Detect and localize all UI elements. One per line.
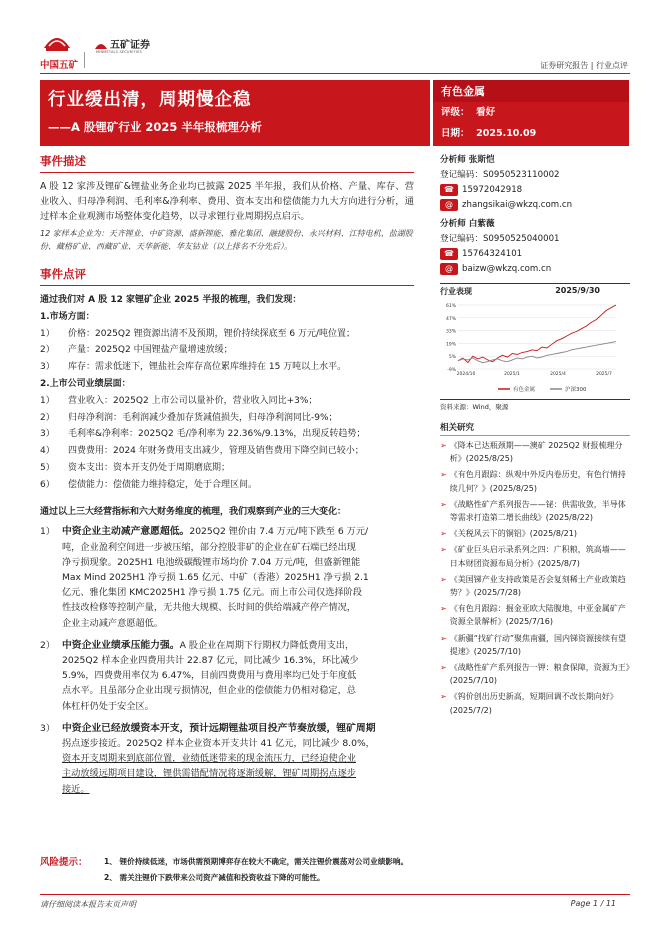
- analyst: [440, 153, 630, 213]
- item-number: 2）: [40, 412, 55, 423]
- item-text: 毛利率&净利率：2025Q2 毛/净利率为 22.36%/9.13%，出现反转趋势；: [68, 429, 366, 440]
- market-item: [40, 359, 414, 376]
- arrow-icon: ➢: [440, 529, 447, 539]
- report-title: 行业缓出清，周期慢企稳: [48, 90, 252, 110]
- email-icon: @: [440, 263, 458, 275]
- item-text: 资本支出：资本开支仍处于周期磨底期；: [68, 462, 231, 473]
- item-number: 3）: [40, 362, 55, 373]
- item-text: 库存：需求低迷下，锂盐社会库存高位累库维持在 15 万吨以上水平。: [68, 362, 347, 373]
- related-text: 《矿业巨头启示录系列之四：广积粮，筑高墙——日本财团资源布局分析》(2025/8/7): [449, 545, 626, 568]
- analyst-email: [440, 198, 630, 213]
- arrow-icon: ➢: [440, 633, 447, 643]
- change-headline: 中资企业业绩承压能力强。: [62, 639, 180, 651]
- change-line: 2025Q2 样本企业四费用共计 22.87 亿元，同比减少 16.3%，环比减少: [62, 654, 359, 666]
- rating-row: [433, 102, 629, 123]
- report-subtitle: ——A 股锂矿行业 2025 半年报梳理分析: [48, 120, 262, 134]
- market-list: [40, 326, 414, 376]
- change-head: [62, 721, 414, 736]
- analyst-title: 分析师 张斯恺: [440, 155, 495, 165]
- change-line: 吨，企业盈利空间进一步被压缩，部分控股非矿的企业在矿石端已经出现: [62, 541, 356, 553]
- change-head: [62, 524, 414, 539]
- legend-label: 沪深300: [565, 387, 587, 393]
- event-title: 事件描述: [40, 154, 86, 168]
- chart-source: 资料来源：Wind，聚源: [440, 399, 630, 411]
- change-body: [62, 524, 414, 630]
- arrow-icon: ➢: [440, 499, 447, 509]
- item-text: 营业收入：2025Q2 上市公司以量补价，营业收入同比+3%；: [68, 395, 318, 406]
- company-item: [40, 477, 414, 494]
- change-line: 5.9%，四费费用率仅为 6.47%，目前四费费用与费用率均已处于年度低: [62, 670, 357, 682]
- market-item: [40, 342, 414, 359]
- x-tick-label: 2024/10: [456, 372, 476, 377]
- item-text: 归母净利润：毛利润减少叠加存货减值损失，归母净利润同比-9%；: [68, 412, 338, 423]
- item-text: 偿债能力：偿债能力维持稳定，处于合理区间。: [68, 479, 258, 490]
- item-number: 1）: [40, 395, 55, 406]
- series-line: [458, 342, 616, 363]
- related-item: [440, 527, 630, 540]
- change-line: 点水平。且虽部分企业出现亏损情况，但企业的偿债能力仍相对稳定，总: [62, 685, 356, 697]
- arrow-icon: ➢: [440, 604, 447, 614]
- change-item: [40, 524, 414, 630]
- date-value: 2025.10.09: [476, 128, 537, 139]
- market-title: 1.市场方面：: [40, 311, 95, 322]
- related-item: [440, 468, 630, 494]
- phone-number: 15972042918: [462, 185, 523, 195]
- change-line: 性技改检修等控制产量，无共他大规模、长时间的供给端减产停产情况，: [62, 602, 356, 614]
- change-line: 企业主动减产意愿超低。: [62, 617, 164, 629]
- company-item: [40, 393, 414, 410]
- analyst-reg: 登记编码：S0950523110002: [440, 170, 560, 180]
- company-list: [40, 393, 414, 494]
- analyst-reg: 登记编码：S0950525040001: [440, 234, 560, 244]
- risk-item: 2、 需关注锂价下跌带来公司资产减值和投资收益下降的可能性。: [104, 873, 325, 882]
- y-tick-label: 19%: [445, 342, 456, 348]
- chart-header: [440, 283, 630, 297]
- related-text: 《关税风云下的铜铝》(2025/8/21): [449, 529, 577, 539]
- title-banner: [40, 80, 430, 146]
- analyst-list: [440, 153, 630, 277]
- main-column: [40, 153, 414, 797]
- phone-icon: ☎: [440, 248, 458, 260]
- arrow-icon: ➢: [440, 441, 447, 450]
- rating-label: 评级：: [441, 107, 470, 118]
- change-title: 通过以上三大经营指标和六大财务维度的梳理，我们观察到产业的三大变化：: [40, 506, 347, 517]
- related-item: [440, 602, 630, 628]
- analyst-title: 分析师 白紫薇: [440, 219, 495, 229]
- change-list: [40, 524, 414, 796]
- change-line: 拐点逐步接近。2025Q2 样本企业资本开支共计 41 亿元，同比减少 8.0%，: [62, 738, 375, 749]
- change-line: Max Mind 2025H1 净亏损 1.65 亿元、中矿（香港）2025H1 净亏损 2.1: [62, 571, 369, 583]
- chart-title: 行业表现: [440, 287, 472, 296]
- legend-label: 有色金属: [513, 387, 536, 393]
- sample-note: 12 家样本企业为：天齐锂业、中矿资源、盛新锂能、雅化集团、融捷股份、永兴材料、江特电机、盐湖股份、藏格矿业、西藏矿业、天华新能、华友钴业（以上排名不分先后）。: [40, 229, 413, 251]
- email-icon: @: [440, 199, 458, 211]
- analyst: [440, 217, 630, 277]
- related-list: [440, 439, 630, 717]
- arrow-icon: ➢: [440, 545, 447, 555]
- section-rule: [40, 285, 414, 286]
- email-address: baizw@wkzq.com.cn: [462, 264, 552, 274]
- related-text: 《新疆“找矿行动”聚焦南疆，国内锑资源接续有望提速》(2025/7/10): [449, 633, 626, 656]
- item-number: 5）: [40, 462, 55, 473]
- item-text: 价格：2025Q2 锂资源出清不及预期，锂价持续探底至 6 万元/吨位置；: [68, 328, 356, 339]
- item-number: 3）: [40, 429, 55, 440]
- page-number: Page 1 / 11: [570, 899, 616, 908]
- risk-item: 1、 锂价持续低迷，市场供需预期博弈存在较大不确定，需关注锂价震荡对公司业绩影响。: [104, 857, 409, 866]
- item-number: 6）: [40, 479, 55, 490]
- change-line: 主动放缓远期项目建设，锂供需错配情况将逐渐缓解，锂矿周期拐点逐步: [62, 768, 356, 780]
- related-title: 相关研究: [440, 421, 630, 436]
- x-tick-label: 2025/4: [550, 372, 566, 377]
- rating-value: 看好: [476, 107, 496, 118]
- x-tick-label: 2025/1: [504, 372, 520, 377]
- series-line: [458, 305, 616, 363]
- date-label: 日期：: [441, 128, 470, 139]
- company-securities-en: MINMETALS SECURITIES: [96, 50, 142, 54]
- related-item: [440, 573, 630, 599]
- page-header: [0, 0, 662, 74]
- x-tick-label: 2025/7: [596, 372, 612, 377]
- related-text: 《有色月跟踪：掘金亚欧大陆腹地，中亚金属矿产资源全景解析》(2025/7/16): [449, 604, 626, 627]
- change-line: 接近。: [62, 783, 90, 795]
- company-item: [40, 460, 414, 477]
- y-tick-label: 47%: [445, 316, 456, 322]
- phone-number: 15764324101: [462, 249, 523, 259]
- related-text: 《战略性矿产系列报告——铋：供需收敛，半导体等需求打造第二增长曲线》(2025/8/22): [449, 499, 626, 523]
- company-title: 2.上市公司业绩层面：: [40, 378, 131, 389]
- change-item: [40, 721, 414, 797]
- review-intro: 通过我们对 A 股 12 家锂矿企业 2025 半报的梳理，我们发现：: [40, 295, 302, 305]
- section-rule: [40, 172, 414, 173]
- related-text: 《战略性矿产系列报告一钾：粮食保障，资源为王》(2025/7/10): [449, 663, 630, 686]
- change-line: 净亏损现象。2025H1 电池级碳酸锂市场均价 7.04 万元/吨，但盛新锂能: [62, 556, 361, 568]
- sector-name: 有色金属: [433, 80, 629, 102]
- change-headline: 中资企业主动减产意愿超低。: [62, 526, 190, 538]
- item-number: 1）: [40, 526, 56, 538]
- related-item: [440, 498, 630, 524]
- sidebar: [440, 153, 630, 720]
- company-item: [40, 410, 414, 427]
- related-item: [440, 439, 630, 465]
- company-cn: 中国五矿: [40, 60, 79, 71]
- arrow-icon: ➢: [440, 470, 447, 480]
- item-text: 四费费用：2024 年财务费用支出减少，管理及销售费用下降空间已较小；: [68, 446, 364, 457]
- analyst-phone: [440, 247, 630, 262]
- y-tick-label: 33%: [445, 329, 456, 335]
- y-tick-label: -9%: [447, 368, 456, 373]
- item-text: 产量：2025Q2 中国锂盐产量增速放缓；: [68, 345, 233, 356]
- change-line: 2025Q2 锂价由 7.4 万元/吨下跌至 6 万元/: [189, 526, 369, 538]
- phone-icon: ☎: [440, 184, 458, 196]
- y-tick-label: 61%: [445, 304, 456, 309]
- related-text: 《美国锑产业支持政策是否会复刻稀土产业政策趋势？》(2025/7/28): [449, 574, 626, 598]
- logo-divider: [84, 52, 85, 68]
- chart-date: 2025/9/30: [555, 286, 600, 295]
- risk-section: [40, 854, 630, 886]
- performance-chart: [440, 297, 630, 397]
- footer-rule: [40, 894, 630, 895]
- change-line: 体杠杆仍处于安全区。: [62, 700, 154, 712]
- related-item: [440, 690, 630, 716]
- related-text: 《钨价创出历史新高，短期回调不改长期向好》(2025/7/2): [449, 692, 618, 715]
- item-number: 3）: [40, 722, 56, 734]
- footer-disclaimer: 请仔细阅读本报告末页声明: [40, 900, 136, 909]
- market-item: [40, 326, 414, 343]
- review-title: 事件点评: [40, 267, 86, 281]
- y-tick-label: 5%: [448, 355, 456, 361]
- minmetals-logo-icon: [40, 28, 74, 56]
- analyst-phone: [440, 183, 630, 198]
- arrow-icon: ➢: [440, 663, 447, 673]
- header-rule: [40, 73, 630, 74]
- arrow-icon: ➢: [440, 692, 447, 702]
- related-item: [440, 661, 630, 687]
- analyst-email: [440, 262, 630, 277]
- item-number: 4）: [40, 446, 55, 457]
- risk-label: 风险提示：: [40, 857, 88, 868]
- change-head: [62, 638, 414, 653]
- change-line: 亿元、雅化集团 KMC2025H1 净亏损 1.75 亿元。而上市公司仅选择阶段: [62, 587, 362, 599]
- report-type: 证券研究报告 | 行业点评: [540, 61, 628, 70]
- related-text: 《有色月跟踪：纵观中外反内卷历史，有色行情持续几何？》(2025/8/25): [449, 470, 626, 493]
- change-line: 资本开支周期来到底部位置，业绩低迷带来的现金流压力，已经迫使企业: [62, 753, 356, 765]
- item-number: 2）: [40, 345, 55, 356]
- change-line: A 股企业在周期下行期权力降低费用支出，: [179, 639, 355, 651]
- change-headline: 中资企业已经放缓资本开支，预计远期锂盐项目投产节奏放缓，锂矿周期: [62, 722, 376, 734]
- company-item: [40, 426, 414, 443]
- related-item: [440, 632, 630, 658]
- event-paragraph: A 股 12 家涉及锂矿&锂盐业务企业均已披露 2025 半年报，我们从价格、产量、库存、营业收入、归母净利润、毛利率&净利率、费用、资本支出和偿债能力九大方向进行分析，通过样本企业观测市场整体变化趋势，以寻求锂行业周期拐点启示。: [40, 181, 414, 222]
- related-item: [440, 543, 630, 569]
- company-item: [40, 443, 414, 460]
- change-item: [40, 638, 414, 714]
- date-row: [433, 123, 629, 144]
- sector-box: [433, 80, 629, 146]
- company-securities: 五矿证券: [110, 40, 150, 51]
- related-text: 《降本已达瓶颈期——澳矿 2025Q2 财报梳理分析》(2025/8/25): [449, 441, 623, 464]
- item-number: 2）: [40, 639, 56, 651]
- footer: [40, 899, 630, 910]
- email-address: zhangsikai@wkzq.com.cn: [462, 200, 573, 210]
- arrow-icon: ➢: [440, 574, 447, 584]
- item-number: 1）: [40, 328, 55, 339]
- change-body: [62, 721, 414, 797]
- change-body: [62, 638, 414, 714]
